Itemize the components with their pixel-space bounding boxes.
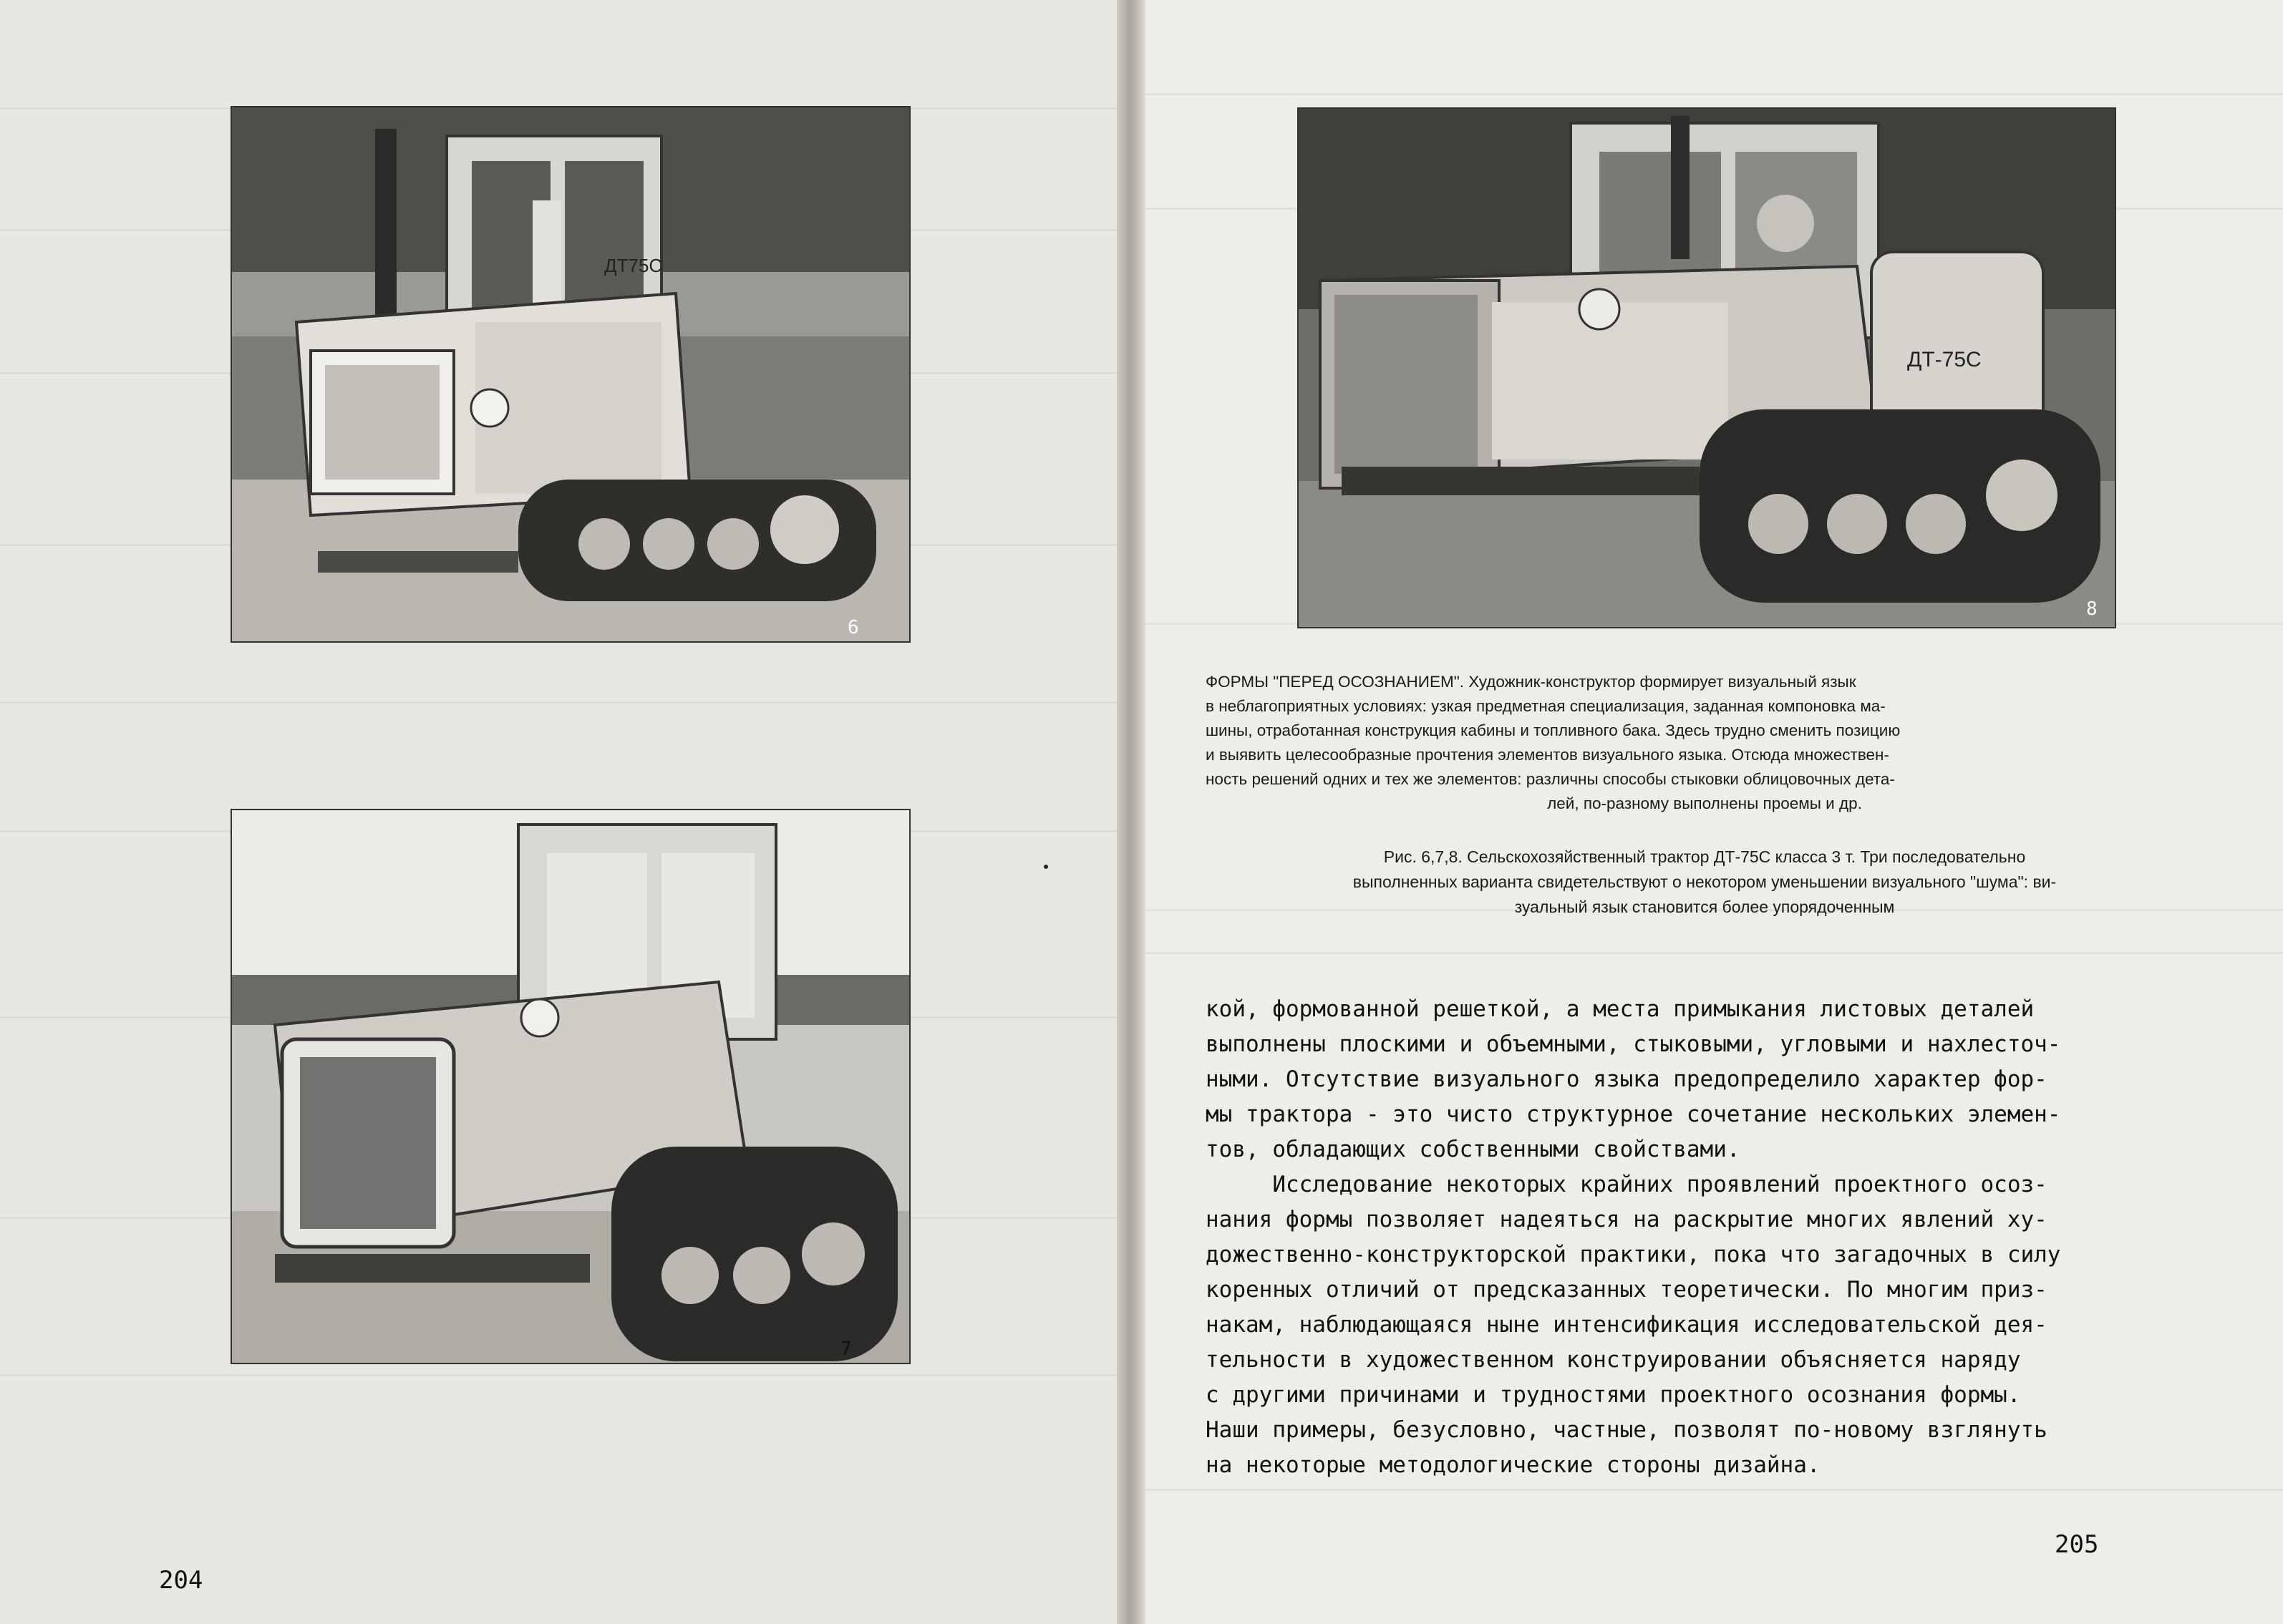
figure-caption-fig-6-7-8 [1206,845,2204,920]
caption-line: и выявить целесообразные прочтения элементов визуального языка. Отсюда множествен- [1206,746,1889,764]
right-page [1145,0,2283,1624]
left-page [0,0,1117,1624]
page-number-right: 205 [2055,1530,2099,1559]
tractor-fig-6-image [232,107,909,641]
body-line: с другими причинами и трудностями проектного осознания формы. [1206,1382,2021,1408]
body-line: ными. Отсутствие визуального языка предопределило характер фор- [1206,1066,2047,1092]
caption-line: ФОРМЫ "ПЕРЕД ОСОЗНАНИЕМ". Художник-конструктор формирует визуальный язык [1206,673,1856,691]
photo-tractor-fig-8 [1297,107,2116,628]
body-line: на некоторые методологические стороны дизайна. [1206,1452,1821,1478]
book-gutter [1117,0,1145,1624]
caption-line: лей, по-разному выполнены проемы и др. [1547,794,1862,812]
print-dot [1044,865,1048,869]
tractor-fig-7-image [232,810,909,1363]
figure-number-7: 7 [840,1338,852,1360]
caption-line: в неблагоприятных условиях: узкая предметная специализация, заданная компоновка ма- [1206,697,1886,715]
caption-line: зуальный язык становится более упорядоченным [1514,898,1895,916]
body-text [1206,992,2222,1483]
caption-line: шины, отработанная конструкция кабины и топливного бака. Здесь трудно сменить позицию [1206,721,1901,739]
body-line: тов, обладающих собственными свойствами. [1206,1137,1740,1162]
body-line: выполнены плоскими и объемными, стыковыми, угловыми и нахлесточ- [1206,1031,2061,1057]
body-line: коренных отличий от предсказанных теоретически. По многим приз- [1206,1277,2047,1303]
body-line: кой, формованной решеткой, а места примыкания листовых деталей [1206,996,2035,1022]
photo-tractor-fig-6 [231,106,911,643]
photo-tractor-fig-7 [231,809,911,1364]
body-line: накам, наблюдающаяся ныне интенсификация исследовательской дея- [1206,1312,2047,1338]
caption-line: выполненных варианта свидетельствуют о некотором уменьшении визуального "шума": ви- [1352,872,2057,891]
body-line: мы трактора - это чисто структурное сочетание нескольких элемен- [1206,1102,2061,1127]
body-line: тельности в художественном конструировании объясняется наряду [1206,1347,2021,1373]
body-line: Наши примеры, безусловно, частные, позволят по-новому взглянуть [1206,1417,2047,1443]
figure-caption-forms [1206,670,2204,816]
page-number-left: 204 [159,1566,203,1595]
body-line: нания формы позволяет надеяться на раскрытие многих явлений ху- [1206,1207,2047,1232]
tractor-plate-fig-6: ДТ75С [604,255,663,276]
body-line: дожественно-конструкторской практики, пока что загадочных в силу [1206,1242,2061,1268]
tractor-fig-8-image [1299,109,2115,627]
body-line: Исследование некоторых крайних проявлений проектного осоз- [1206,1172,2047,1197]
tractor-plate-fig-8: ДТ-75С [1907,348,1982,371]
figure-number-8: 8 [2086,598,2098,620]
caption-line: ность решений одних и тех же элементов: различны способы стыковки облицовочных дета- [1206,770,1895,788]
caption-line: Рис. 6,7,8. Сельскохозяйственный трактор ДТ-75С класса 3 т. Три последовательно [1383,847,2026,866]
figure-number-6: 6 [848,617,859,638]
